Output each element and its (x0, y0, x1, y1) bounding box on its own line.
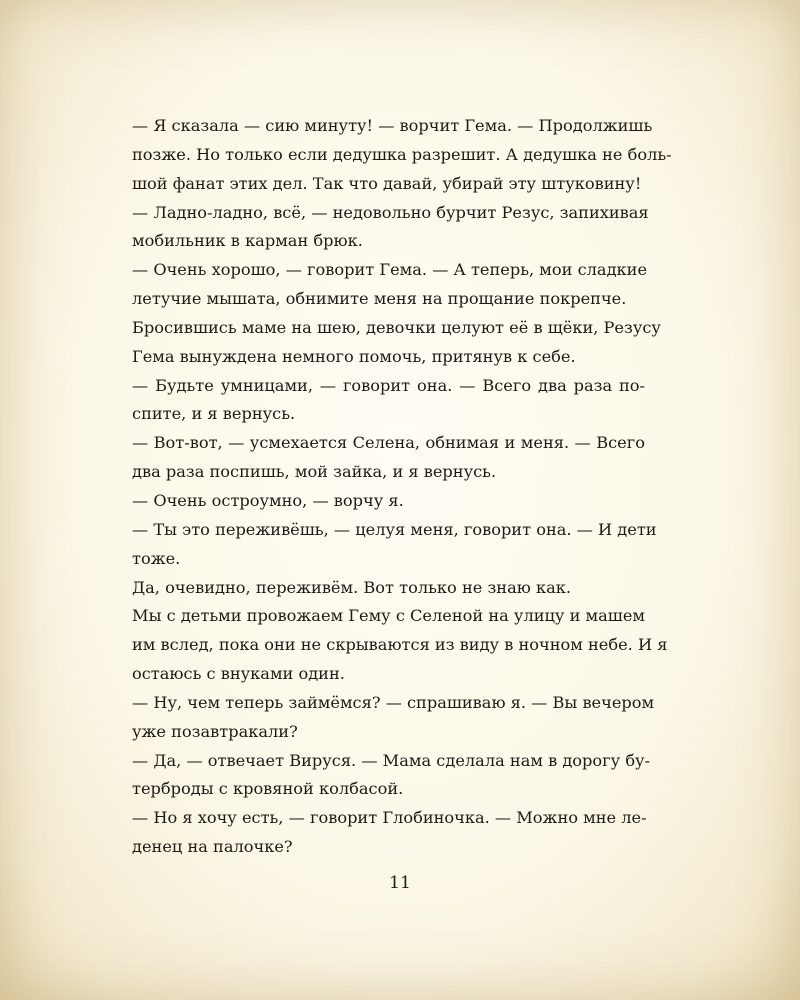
paragraph (131, 602, 668, 689)
paragraph (131, 574, 645, 603)
text-line: два раза поспишь, мой зайка, и я вернусь. (132, 462, 497, 482)
text-line: терброды с кровяной колбасой. (132, 779, 404, 799)
text-line: Бросившись маме на шею, девочки целуют её в щёки, Резусу (132, 317, 661, 337)
text-line: Гема вынуждена немного помочь, притянув к себе. (132, 346, 576, 366)
text-line: шой фанат этих дел. Так что давай, убирай эту штуковину! (132, 173, 642, 193)
paragraph (131, 487, 645, 516)
text-line: Мы с детьми провожаем Гему с Селеной на улицу и машем (132, 606, 645, 626)
paragraph (131, 516, 657, 574)
paragraph (131, 199, 649, 257)
text-line: — Но я хочу есть, — говорит Глобиночка. — Можно мне ле- (132, 808, 647, 828)
paragraph (131, 689, 655, 747)
paragraph (131, 804, 645, 862)
text-line: Да, очевидно, переживём. Вот только не знаю как. (132, 577, 571, 597)
body-text (131, 112, 672, 862)
text-line: позже. Но только если дедушка разрешит. А дедушка не боль- (132, 144, 672, 164)
paragraph (131, 747, 651, 805)
paragraph (131, 372, 645, 430)
text-line: — Очень остроумно, — ворчу я. (132, 490, 404, 510)
text-line: денец на палочке? (132, 837, 293, 857)
text-line: тоже. (132, 548, 181, 568)
text-line: — Ты это переживёшь, — целуя меня, говорит она. — И дети (132, 519, 657, 539)
text-line: — Ну, чем теперь займёмся? — спрашиваю я. — Вы вечером (132, 692, 655, 712)
text-line: спите, и я вернусь. (132, 404, 296, 424)
text-line: — Ладно-ладно, всё, — недовольно бурчит Резус, запихивая (132, 202, 649, 222)
text-line: — Я сказала — сию минуту! — ворчит Гема. — Продолжишь (132, 116, 653, 135)
text-line: уже позавтракали? (132, 721, 298, 741)
paragraph (131, 256, 648, 314)
text-line: остаюсь с внуками один. (132, 664, 345, 684)
text-line: — Да, — отвечает Вируся. — Мама сделала нам в дорогу бу- (132, 750, 651, 770)
paragraph (131, 429, 645, 487)
page-number: 11 (389, 873, 411, 893)
text-line: — Будьте умницами, — говорит она. — Всего два раза по- (132, 375, 645, 395)
text-line: — Вот-вот, — усмехается Селена, обнимая и меня. — Всего (132, 433, 645, 453)
paragraph (131, 314, 661, 372)
text-line: летучие мышата, обнимите меня на прощание покрепче. (132, 289, 627, 309)
text-line: мобильник в карман брюк. (132, 231, 363, 251)
text-line: — Очень хорошо, — говорит Гема. — А теперь, мои сладкие (132, 260, 648, 280)
paragraph (131, 112, 672, 199)
text-line: им вслед, пока они не скрываются из виду в ночном небе. И я (132, 635, 668, 655)
